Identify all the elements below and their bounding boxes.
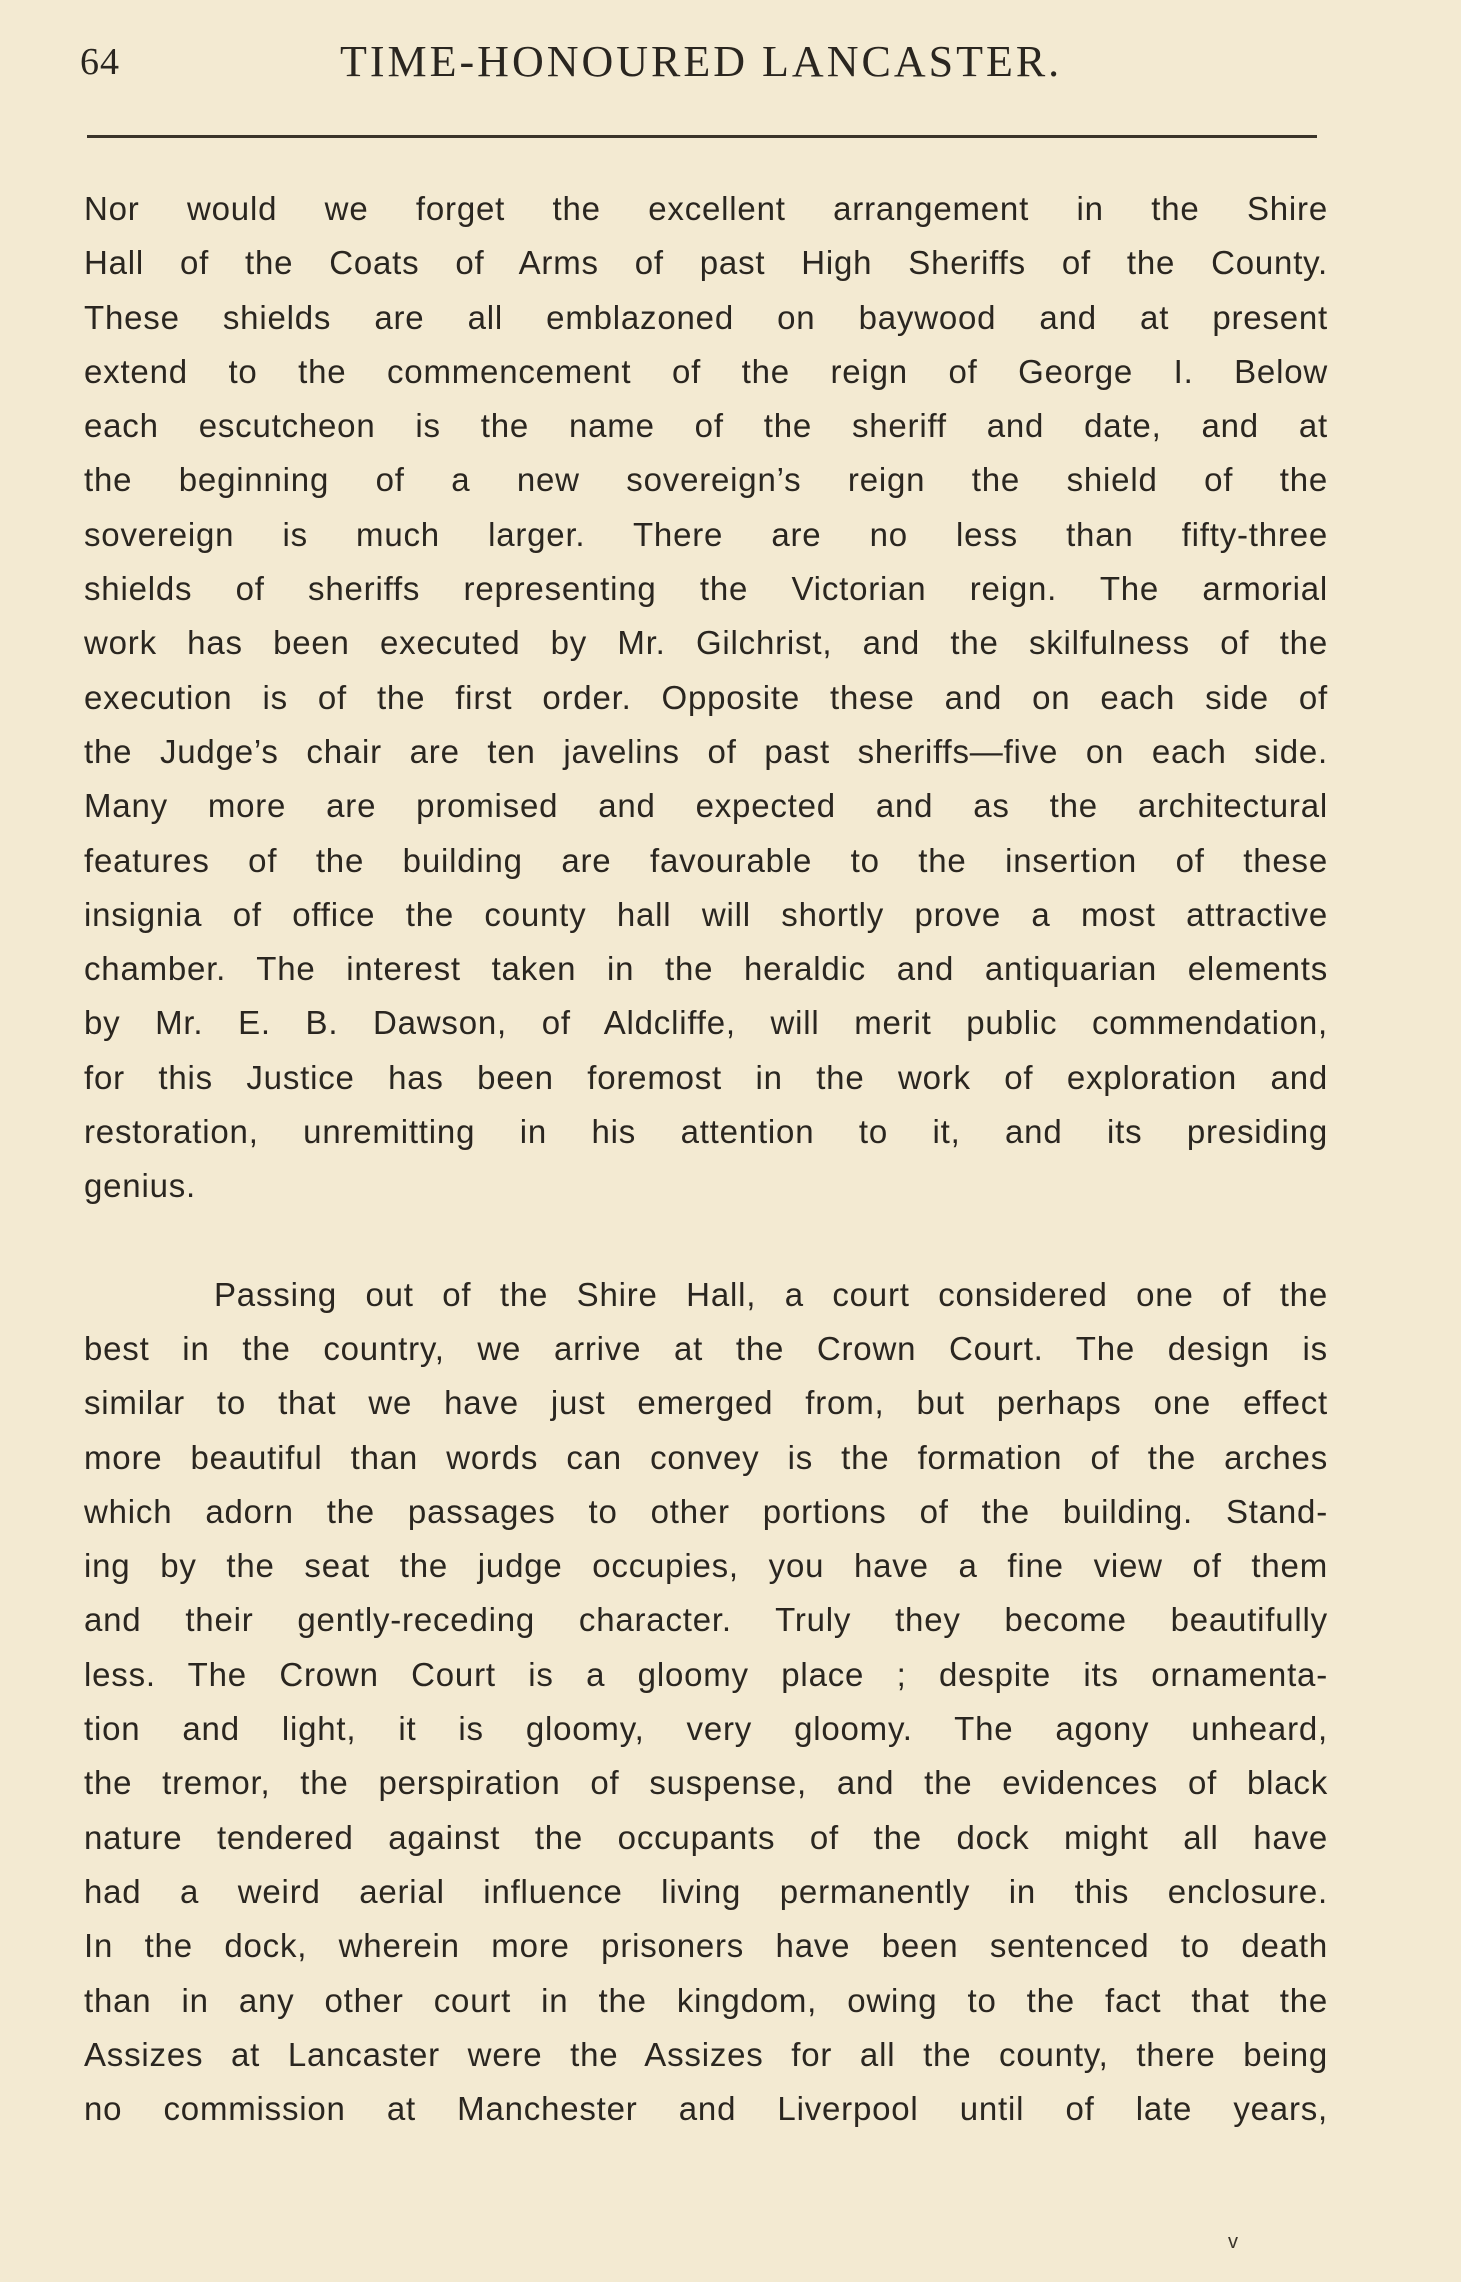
text-line: execution is of the first order. Opposite these and on each side of (84, 678, 1328, 716)
text-line: These shields are all emblazoned on baywood and at present (84, 298, 1328, 336)
text-line: best in the country, we arrive at the Crown Court. The design is (84, 1329, 1328, 1367)
text-line: by Mr. E. B. Dawson, of Aldcliffe, will merit public commendation, (84, 1004, 1328, 1042)
page-header (80, 36, 1320, 96)
text-line: which adorn the passages to other portions of the building. Stand- (84, 1492, 1328, 1530)
text-line: less. The Crown Court is a gloomy place ; despite its ornamenta- (84, 1655, 1328, 1693)
text-line: Many more are promised and expected and as the architectural (84, 787, 1328, 825)
text-line: each escutcheon is the name of the sheriff and date, and at (84, 407, 1328, 445)
text-line: Passing out of the Shire Hall, a court considered one of the (214, 1275, 1328, 1313)
text-line: work has been executed by Mr. Gilchrist, and the skilfulness of the (84, 624, 1328, 662)
text-line: tion and light, it is gloomy, very gloomy. The agony unheard, (84, 1710, 1328, 1748)
text-line: more beautiful than words can convey is the formation of the arches (84, 1438, 1328, 1476)
text-line: Assizes at Lancaster were the Assizes for all the county, there being (84, 2035, 1328, 2073)
signature-mark: v (1228, 2231, 1238, 2253)
page-number: 64 (80, 41, 120, 83)
text-line: insignia of office the county hall will shortly prove a most attractive (84, 895, 1328, 933)
running-title: TIME-HONOURED LANCASTER. (340, 37, 1063, 86)
paragraph-2 (84, 1268, 1328, 2137)
text-line: nature tendered against the occupants of the dock might all have (84, 1818, 1328, 1856)
header-rule (87, 135, 1317, 138)
text-line: and their gently-receding character. Truly they become beautifully (84, 1601, 1328, 1639)
text-line: genius. (84, 1167, 197, 1205)
text-line: similar to that we have just emerged from, but perhaps one effect (84, 1384, 1328, 1422)
text-line: shields of sheriffs representing the Victorian reign. The armorial (84, 570, 1328, 608)
paragraph-1 (84, 182, 1328, 1214)
text-line: ing by the seat the judge occupies, you have a fine view of them (84, 1547, 1328, 1585)
text-line: the tremor, the perspiration of suspense, and the evidences of black (84, 1764, 1328, 1802)
text-line: the Judge’s chair are ten javelins of past sheriffs—five on each side. (84, 732, 1328, 770)
text-line: no commission at Manchester and Liverpool until of late years, (84, 2090, 1328, 2128)
text-line: Nor would we forget the excellent arrangement in the Shire (84, 190, 1328, 227)
text-line: features of the building are favourable to the insertion of these (84, 841, 1328, 879)
text-line: the beginning of a new sovereign’s reign the shield of the (84, 461, 1328, 499)
body-text (84, 182, 1328, 2136)
text-line: In the dock, wherein more prisoners have been sentenced to death (84, 1927, 1328, 1965)
text-line: Hall of the Coats of Arms of past High Sheriffs of the County. (84, 244, 1328, 282)
text-line: for this Justice has been foremost in the work of exploration and (84, 1058, 1328, 1096)
text-line: restoration, unremitting in his attention to it, and its presiding (84, 1113, 1328, 1151)
text-line: chamber. The interest taken in the heraldic and antiquarian elements (84, 950, 1328, 988)
text-line: extend to the commencement of the reign of George I. Below (84, 352, 1328, 390)
text-line: sovereign is much larger. There are no less than fifty-three (84, 515, 1328, 553)
text-line: than in any other court in the kingdom, owing to the fact that the (84, 1981, 1328, 2019)
text-line: had a weird aerial influence living permanently in this enclosure. (84, 1872, 1328, 1910)
